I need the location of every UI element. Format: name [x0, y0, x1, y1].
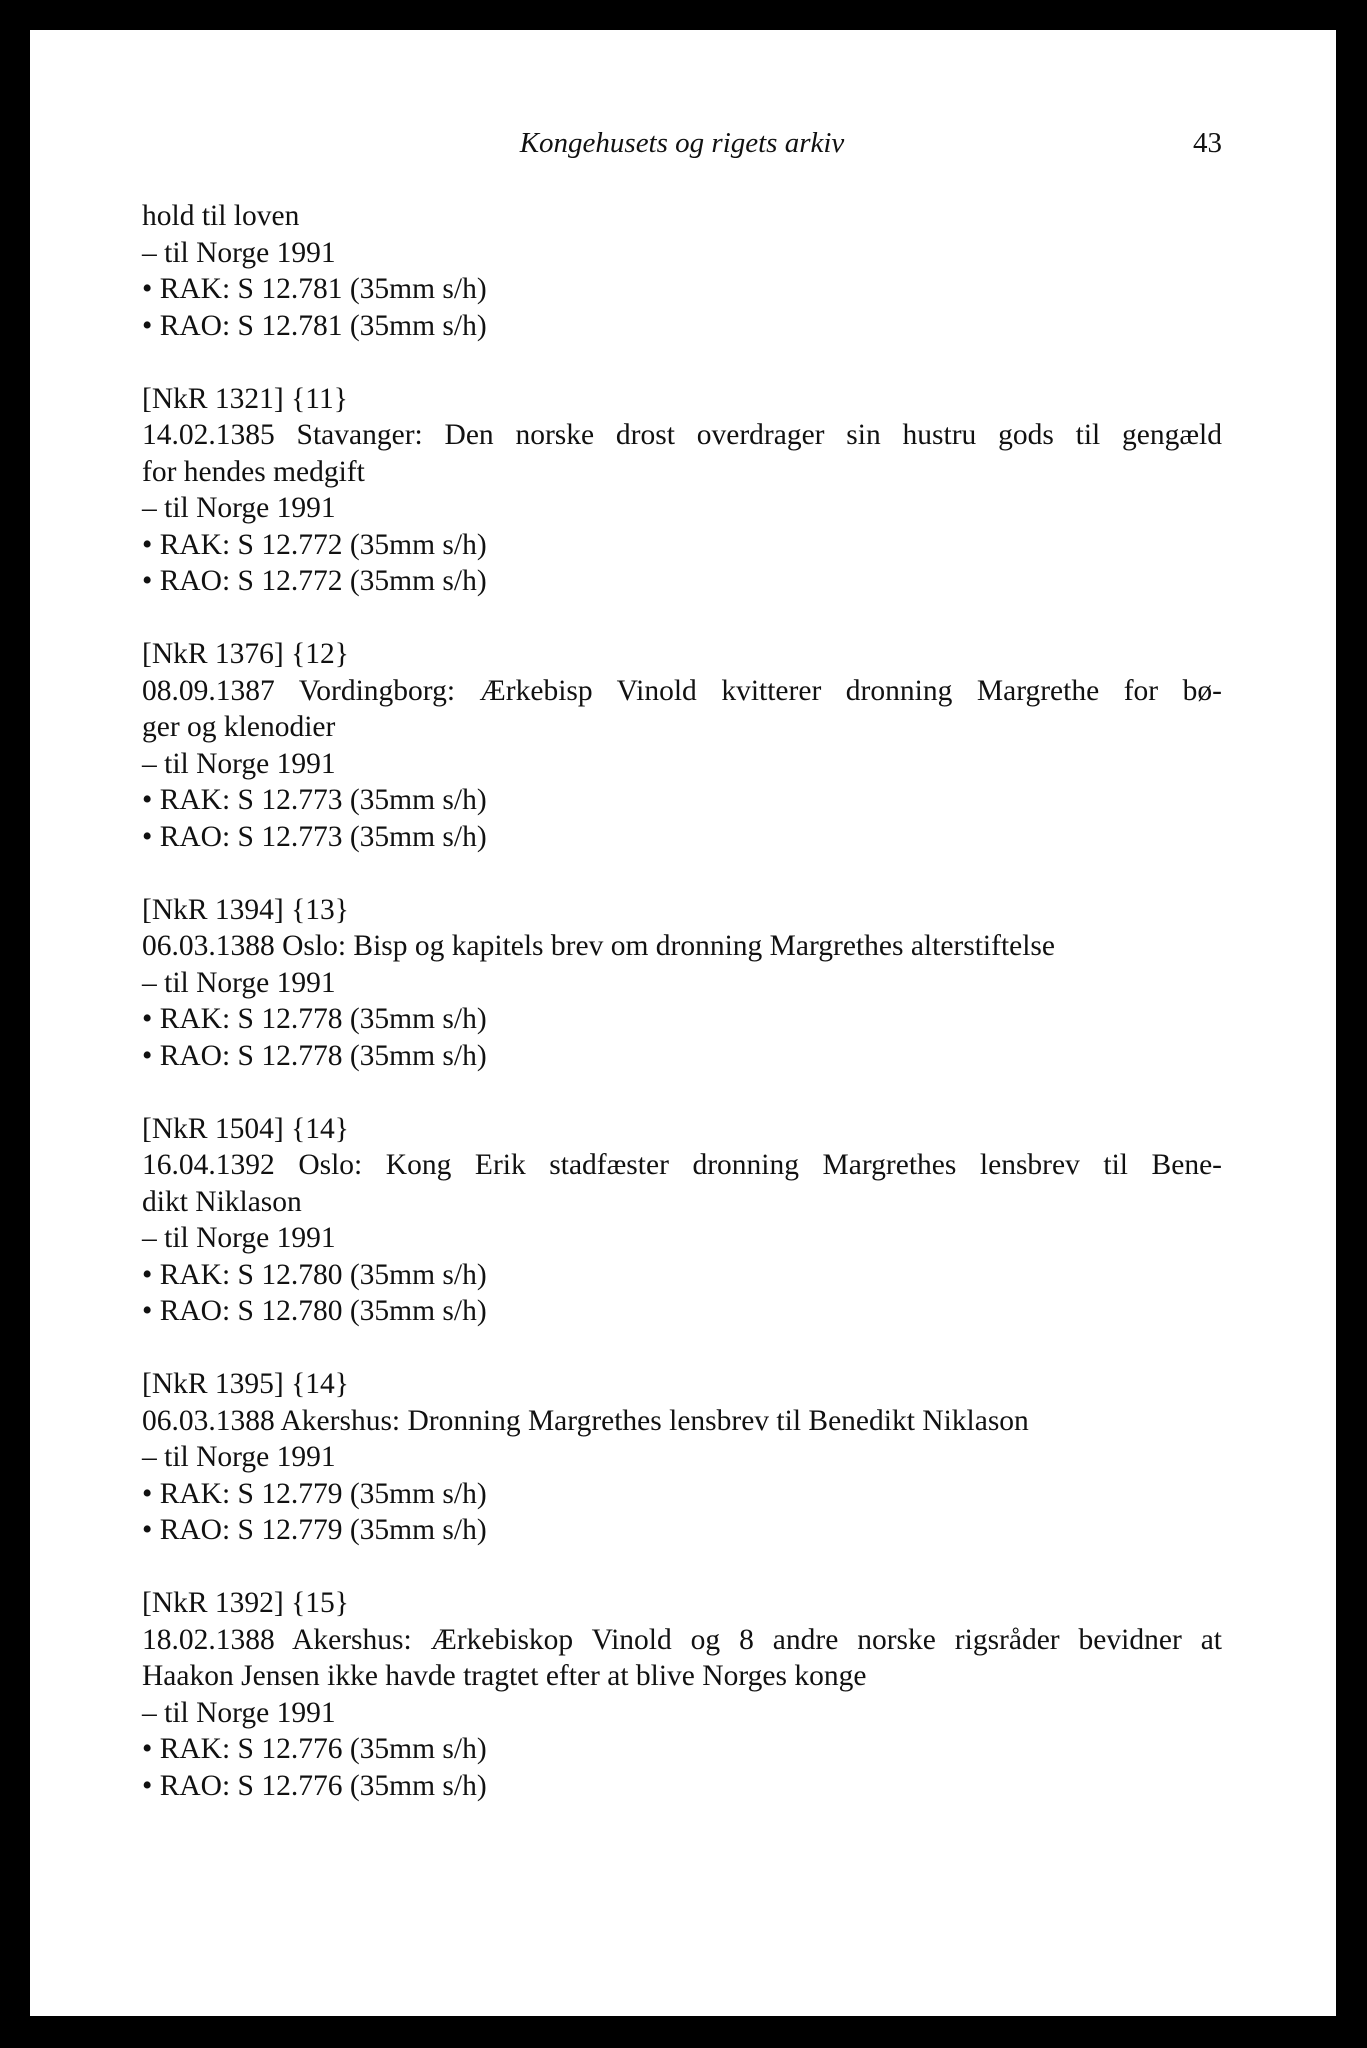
entry-rao: • RAO: S 12.773 (35mm s/h)	[142, 820, 487, 853]
entry-rak: • RAK: S 12.776 (35mm s/h)	[142, 1733, 487, 1765]
entry-transfer: – til Norge 1991	[142, 1696, 336, 1729]
entry-description-line: 16.04.1392 Oslo: Kong Erik stadfæster dronning Margrethes lensbrev til Bene-	[142, 1149, 1222, 1181]
entry-rao: • RAO: S 12.781 (35mm s/h)	[142, 309, 487, 342]
entry-description-line: 14.02.1385 Stavanger: Den norske drost overdrager sin hustru gods til gengæld	[142, 419, 1222, 451]
entry-transfer: – til Norge 1991	[142, 1441, 336, 1473]
entry-rak: • RAK: S 12.780 (35mm s/h)	[142, 1258, 487, 1291]
running-header	[142, 127, 1222, 167]
entry-transfer: – til Norge 1991	[142, 747, 336, 780]
entry-nkr-1394	[142, 892, 1222, 1075]
entry-description-line: 06.03.1388 Akershus: Dronning Margrethes lensbrev til Benedikt Niklason	[142, 1404, 1029, 1437]
entry-rao: • RAO: S 12.780 (35mm s/h)	[142, 1295, 487, 1327]
entry-reference: [NkR 1392] {15}	[142, 1587, 349, 1619]
entry-reference: [NkR 1321] {11}	[142, 382, 348, 415]
entry-rao: • RAO: S 12.776 (35mm s/h)	[142, 1769, 487, 1802]
entry-description-line: 18.02.1388 Akershus: Ærkebiskop Vinold og 8 andre norske rigsråder bevidner at	[142, 1623, 1222, 1656]
entry-transfer: – til Norge 1991	[142, 966, 336, 999]
entry-transfer: – til Norge 1991	[142, 492, 336, 524]
entry-description-line: dikt Niklason	[142, 1185, 302, 1218]
entry-nkr-1321	[142, 381, 1222, 600]
entry-rao: • RAO: S 12.778 (35mm s/h)	[142, 1039, 487, 1072]
entry-rak: • RAK: S 12.772 (35mm s/h)	[142, 528, 487, 561]
entry-description-line: hold til loven	[142, 200, 300, 232]
entry-description-line: ger og klenodier	[142, 711, 336, 743]
entry-reference: [NkR 1376] {12}	[142, 638, 349, 670]
page-number: 43	[1193, 127, 1222, 159]
entry-nkr-1392	[142, 1585, 1222, 1804]
entry-continuation	[142, 198, 1222, 344]
document-page	[30, 30, 1336, 2016]
entry-description-line: Haakon Jensen ikke havde tragtet efter at blive Norges konge	[142, 1660, 867, 1692]
entry-nkr-1376	[142, 636, 1222, 855]
entry-reference: [NkR 1504] {14}	[142, 1112, 349, 1145]
page-content	[142, 198, 1222, 1804]
entry-rak: • RAK: S 12.781 (35mm s/h)	[142, 273, 487, 305]
entry-rao: • RAO: S 12.779 (35mm s/h)	[142, 1514, 487, 1546]
entry-rak: • RAK: S 12.779 (35mm s/h)	[142, 1477, 487, 1510]
entry-nkr-1395	[142, 1366, 1222, 1549]
entry-description-line: 08.09.1387 Vordingborg: Ærkebisp Vinold kvitterer dronning Margrethe for bø-	[142, 674, 1222, 707]
entry-nkr-1504	[142, 1111, 1222, 1330]
entry-rak: • RAK: S 12.778 (35mm s/h)	[142, 1003, 487, 1035]
entry-description-line: for hendes medgift	[142, 455, 365, 488]
entry-transfer: – til Norge 1991	[142, 1222, 336, 1254]
entry-reference: [NkR 1395] {14}	[142, 1368, 349, 1400]
entry-reference: [NkR 1394] {13}	[142, 893, 349, 926]
header-title: Kongehusets og rigets arkiv	[519, 127, 845, 159]
entry-rao: • RAO: S 12.772 (35mm s/h)	[142, 565, 487, 597]
entry-transfer: – til Norge 1991	[142, 236, 336, 269]
entry-rak: • RAK: S 12.773 (35mm s/h)	[142, 784, 487, 816]
entry-description-line: 06.03.1388 Oslo: Bisp og kapitels brev om dronning Margrethes alterstiftelse	[142, 930, 1056, 962]
